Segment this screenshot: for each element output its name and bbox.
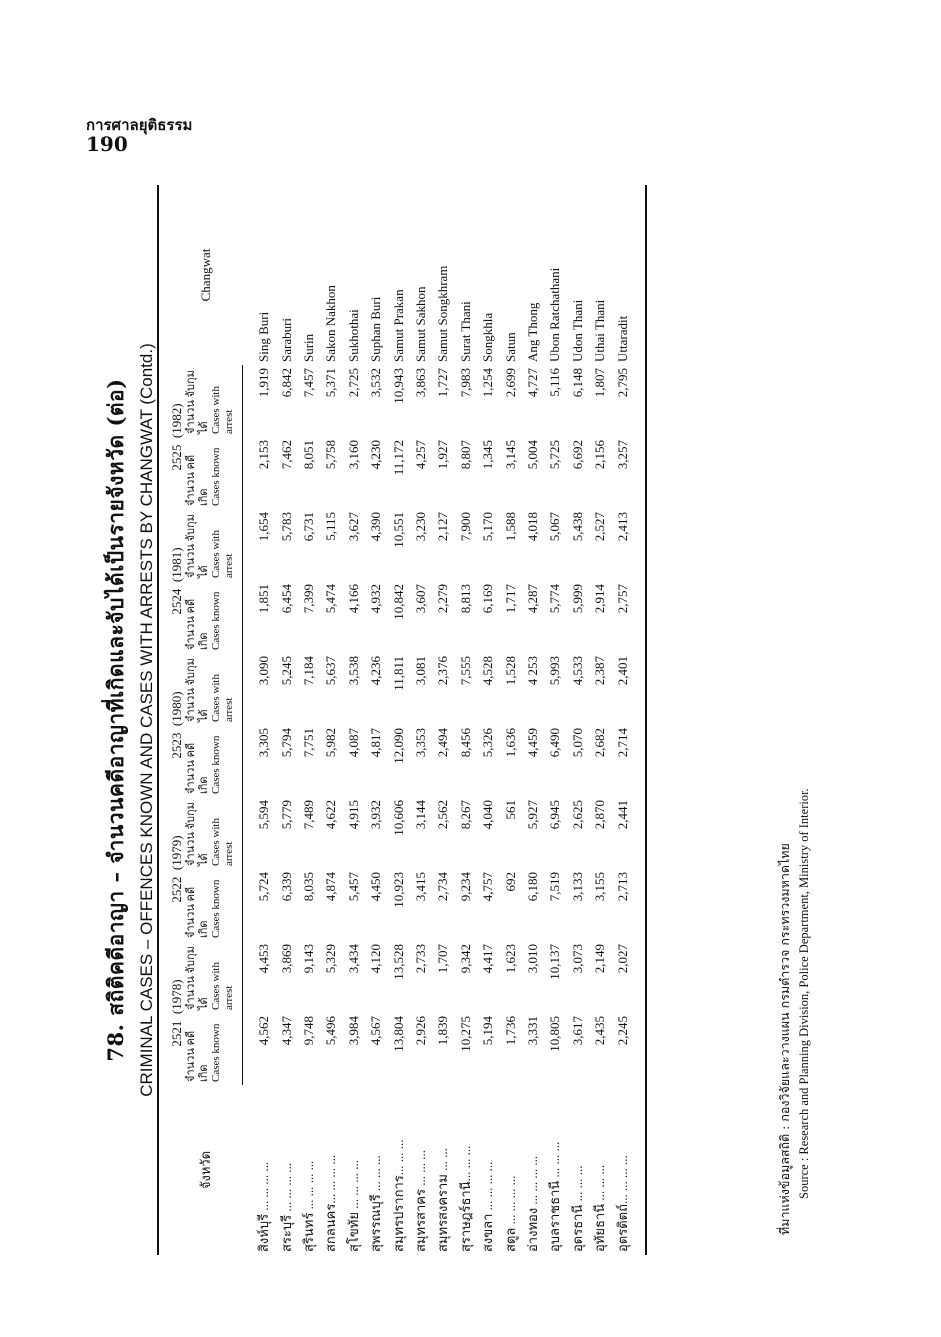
cases-known-cell: 10,275 xyxy=(457,1016,473,1052)
changwat-name-thai: สระบุรี ... ... ... ... xyxy=(278,1162,294,1252)
cases-known-cell: 3,984 xyxy=(345,1016,361,1046)
cases-known-cell: 12,090 xyxy=(390,728,406,764)
cases-arrest-cell: 6,148 xyxy=(569,368,585,398)
cases-known-cell: 3,331 xyxy=(524,1016,540,1046)
cases-arrest-cell: 2,441 xyxy=(611,797,646,869)
cases-known-cell: 6,490 xyxy=(547,728,563,758)
cases-known-cell: 3,305 xyxy=(256,728,272,758)
cases-known-cell: 4,567 xyxy=(368,1016,384,1046)
cases-known-cell: 2,156 xyxy=(592,440,608,470)
cases-arrest-cell: 10,943 xyxy=(390,368,406,404)
table-row xyxy=(342,185,364,1255)
cases-arrest-cell: 5,438 xyxy=(569,512,585,542)
cases-arrest-cell: 3,863 xyxy=(412,368,428,398)
table-row xyxy=(387,185,409,1255)
cases-known-cell: 2,435 xyxy=(592,1016,608,1046)
cases-known-cell: 1,636 xyxy=(502,728,518,758)
cases-known-cell: 1,927 xyxy=(435,440,451,470)
changwat-name-thai: สมุทรปราการ... ... ... xyxy=(390,1139,406,1252)
changwat-name-english: Sakon Nakhon xyxy=(323,285,339,362)
table-title-thai: สถิติคดีอาญา – จำนวนคดีอาญาที่เกิดและจับได้เป็นรายจังหวัด (ต่อ) xyxy=(103,378,128,1016)
cases-arrest-cell: 6,945 xyxy=(547,800,563,830)
changwat-name-thai: สุโขทัย ... ... ... ... xyxy=(345,1160,361,1252)
cases-arrest-header: จำนวน จับกุมได้ Cases with arrest xyxy=(185,941,242,1013)
cases-arrest-cell: 2,625 xyxy=(569,800,585,830)
cases-arrest-cell: 561 xyxy=(502,800,518,820)
cases-known-cell: 4,932 xyxy=(368,584,384,614)
cases-arrest-cell: 2,387 xyxy=(592,656,608,686)
cases-known-cell: 4,757 xyxy=(480,872,496,902)
cases-arrest-cell: 4,236 xyxy=(368,656,384,686)
cases-known-cell: 6,169 xyxy=(480,584,496,614)
cases-arrest-cell: 5,329 xyxy=(323,944,339,974)
rotated-table-page xyxy=(70,185,850,1255)
cases-known-cell: 5,725 xyxy=(547,440,563,470)
cases-known-cell: 2,279 xyxy=(435,584,451,614)
cases-arrest-cell: 2,027 xyxy=(611,941,646,1013)
cases-arrest-cell: 1,588 xyxy=(502,512,518,542)
cases-arrest-cell: 3,538 xyxy=(345,656,361,686)
changwat-name-english: Songkhla xyxy=(480,312,496,362)
changwat-name-english: Uttaradit xyxy=(611,185,646,365)
cases-arrest-cell: 3,073 xyxy=(569,944,585,974)
cases-arrest-cell: 3,869 xyxy=(278,944,294,974)
cases-arrest-cell: 5,371 xyxy=(323,368,339,398)
cases-arrest-cell: 7,489 xyxy=(301,800,317,830)
cases-arrest-cell: 3,627 xyxy=(345,512,361,542)
cases-known-cell: 5,758 xyxy=(323,440,339,470)
cases-arrest-cell: 4,018 xyxy=(524,512,540,542)
changwat-name-thai: สุราษฎร์ธานี... ... ... xyxy=(457,1145,473,1252)
cases-arrest-cell: 5,993 xyxy=(547,656,563,686)
table-row xyxy=(611,185,646,1255)
cases-known-cell: 5,982 xyxy=(323,728,339,758)
table-titles xyxy=(100,185,157,1255)
book-title: การศาลยุติธรรม xyxy=(86,116,193,134)
cases-arrest-cell: 5,245 xyxy=(278,656,294,686)
cases-arrest-cell: 2,376 xyxy=(435,656,451,686)
cases-arrest-cell: 1,623 xyxy=(502,944,518,974)
cases-known-cell: 7,519 xyxy=(547,872,563,902)
cases-known-cell: 5,004 xyxy=(524,440,540,470)
cases-known-cell: 10,805 xyxy=(547,1016,563,1052)
cases-known-cell: 6,454 xyxy=(278,584,294,614)
cases-known-cell: 6,339 xyxy=(278,872,294,902)
title-english: CRIMINAL CASES – OFFENCES KNOWN AND CASES WITH ARRESTS BY CHANGWAT (Contd.) xyxy=(137,343,156,1097)
cases-arrest-cell: 3,230 xyxy=(412,512,428,542)
cases-known-cell: 4,257 xyxy=(412,440,428,470)
changwat-name-thai: สมุทรสงคราม ... ... xyxy=(435,1148,451,1252)
cases-arrest-cell: 2,401 xyxy=(611,653,646,725)
table-row xyxy=(409,185,431,1255)
changwat-name-thai: อุตรดิตถ์... ... ... ... xyxy=(611,1085,646,1255)
table-body xyxy=(242,185,646,1255)
cases-known-cell: 4,459 xyxy=(524,728,540,758)
cases-known-cell: 4,347 xyxy=(278,1016,294,1046)
table-row xyxy=(242,185,275,1255)
source-english: Source : Research and Planning Division, Police Department, Ministry of Interior. xyxy=(796,788,811,1199)
page-number: 190 xyxy=(86,131,128,156)
cases-arrest-cell: 5,115 xyxy=(323,512,339,541)
cases-known-cell: 1,839 xyxy=(435,1016,451,1046)
cases-known-cell: 7,751 xyxy=(301,728,317,758)
changwat-name-english: Sing Buri xyxy=(256,311,271,362)
cases-arrest-cell: 4,727 xyxy=(524,368,540,398)
cases-arrest-cell: 5,927 xyxy=(524,800,540,830)
changwat-name-thai: อุทัยธานี ... ... ... xyxy=(592,1164,608,1252)
cases-known-cell: 3,133 xyxy=(569,872,585,902)
cases-arrest-cell: 2,699 xyxy=(502,368,518,398)
cases-arrest-cell: 1,919 xyxy=(256,368,272,398)
table-row xyxy=(544,185,566,1255)
cases-known-cell: 1,345 xyxy=(480,440,496,470)
cases-arrest-cell: 4,533 xyxy=(569,656,585,686)
cases-known-cell: 4,817 xyxy=(368,728,384,758)
changwat-name-english: Saraburi xyxy=(278,317,294,362)
cases-arrest-cell: 5,594 xyxy=(256,800,272,830)
changwat-name-thai: สมุทรสาคร ... ... ... xyxy=(412,1150,428,1252)
cases-known-cell: 3,415 xyxy=(412,872,428,902)
cases-arrest-cell: 1,528 xyxy=(502,656,518,686)
cases-known-cell: 2,914 xyxy=(592,584,608,614)
cases-known-cell: 4,230 xyxy=(368,440,384,470)
cases-known-cell: 2,494 xyxy=(435,728,451,758)
changwat-name-english: Udon Thani xyxy=(569,299,585,362)
year-header: 2525 (1982) xyxy=(158,365,185,509)
cases-known-cell: 6,692 xyxy=(569,440,585,470)
cases-known-cell: 3,155 xyxy=(592,872,608,902)
cases-arrest-cell: 4 253 xyxy=(524,656,540,686)
source-notes xyxy=(776,788,814,1235)
criminal-cases-table xyxy=(157,185,647,1255)
year-header-row xyxy=(158,185,185,1255)
changwat-name-thai: สุรินทร์ ... ... ... ... xyxy=(301,1160,317,1252)
cases-known-cell: 10,842 xyxy=(390,584,406,620)
cases-arrest-cell: 3,090 xyxy=(256,656,272,686)
changwat-name-thai: อุบลราชธานี ... ... ... xyxy=(547,1141,563,1252)
cases-arrest-cell: 4,453 xyxy=(256,944,272,974)
cases-arrest-cell: 1,707 xyxy=(435,944,451,974)
source-thai: ที่มาแห่งข้อมูลสถิติ : กองวิจัยและวางแผน กรมตำรวจ กระทรวงมหาดไทย xyxy=(777,843,792,1235)
cases-known-cell: 5,194 xyxy=(480,1016,496,1046)
cases-arrest-cell: 8,267 xyxy=(457,800,473,830)
cases-known-cell: 2,245 xyxy=(611,1013,646,1085)
changwat-name-english: Satun xyxy=(502,332,518,362)
cases-arrest-cell: 9,143 xyxy=(301,944,317,974)
cases-known-cell: 9,748 xyxy=(301,1016,317,1046)
cases-arrest-cell: 7,983 xyxy=(457,368,473,398)
cases-arrest-header: จำนวน จับกุมได้ Cases with arrest xyxy=(185,365,242,437)
table-row xyxy=(432,185,454,1255)
changwat-name-thai: สตูล ... ... ... ... xyxy=(502,1175,518,1252)
cases-known-header: จำนวน คดีเกิด Cases known xyxy=(185,1013,242,1085)
cases-known-cell: 10,923 xyxy=(390,872,406,908)
changwat-name-thai: สิงห์บุรี ... ... ... ... xyxy=(256,1161,271,1252)
table-number: 78. xyxy=(103,1023,128,1062)
changwat-name-english: Surat Thani xyxy=(457,301,473,362)
cases-arrest-cell: 3,144 xyxy=(412,800,428,830)
cases-arrest-cell: 13,528 xyxy=(390,944,406,980)
cases-known-cell: 3,607 xyxy=(412,584,428,614)
cases-arrest-cell: 4,915 xyxy=(345,800,361,830)
cases-known-cell: 8,456 xyxy=(457,728,473,758)
cases-known-cell: 5,724 xyxy=(256,872,272,902)
cases-known-cell: 1,851 xyxy=(256,584,272,614)
table-row xyxy=(365,185,387,1255)
changwat-name-english: Uthai Thani xyxy=(592,299,608,362)
cases-arrest-cell: 9,342 xyxy=(457,944,473,974)
cases-known-cell: 3,617 xyxy=(569,1016,585,1046)
cases-arrest-cell: 11,811 xyxy=(390,656,406,691)
cases-known-cell: 2,714 xyxy=(611,725,646,797)
title-thai xyxy=(100,185,133,1255)
cases-known-cell: 5,474 xyxy=(323,584,339,614)
table-row xyxy=(275,185,297,1255)
cases-arrest-header: จำนวน จับกุมได้ Cases with arrest xyxy=(185,509,242,581)
cases-arrest-cell: 2,413 xyxy=(611,509,646,581)
cases-known-cell: 2,757 xyxy=(611,581,646,653)
cases-known-cell: 8,807 xyxy=(457,440,473,470)
cases-arrest-cell: 4,040 xyxy=(480,800,496,830)
changwat-header-thai: จังหวัด xyxy=(158,1085,242,1255)
cases-known-header: จำนวน คดีเกิด Cases known xyxy=(185,437,242,509)
cases-arrest-cell: 2,725 xyxy=(345,368,361,398)
cases-known-cell: 3,353 xyxy=(412,728,428,758)
cases-known-cell: 6,180 xyxy=(524,872,540,902)
table-row xyxy=(521,185,543,1255)
table-row xyxy=(499,185,521,1255)
cases-known-header: จำนวน คดีเกิด Cases known xyxy=(185,725,242,797)
cases-arrest-cell: 5,170 xyxy=(480,512,496,542)
cases-arrest-cell: 1,254 xyxy=(480,368,496,398)
cases-known-cell: 3,145 xyxy=(502,440,518,470)
changwat-header-english: Changwat xyxy=(158,185,242,365)
table-row xyxy=(566,185,588,1255)
changwat-name-english: Sukhothai xyxy=(345,309,361,362)
cases-arrest-cell: 2,870 xyxy=(592,800,608,830)
cases-arrest-cell: 3,010 xyxy=(524,944,540,974)
cases-known-cell: 4,450 xyxy=(368,872,384,902)
cases-known-cell: 2,153 xyxy=(256,440,272,470)
year-header: 2523 (1980) xyxy=(158,653,185,797)
cases-known-cell: 4,166 xyxy=(345,584,361,614)
changwat-name-english: Ubon Ratchathani xyxy=(547,267,563,362)
year-header: 2522 (1979) xyxy=(158,797,185,941)
cases-known-cell: 5,774 xyxy=(547,584,563,614)
cases-arrest-cell: 2,733 xyxy=(412,944,428,974)
cases-known-cell: 2,682 xyxy=(592,728,608,758)
page-header xyxy=(86,118,192,155)
changwat-name-thai: อ่างทอง ... ... ... ... xyxy=(524,1155,540,1252)
table-row xyxy=(588,185,610,1255)
changwat-name-thai: สกลนคร... ... ... ... xyxy=(323,1154,339,1252)
changwat-name-english: Samut Songkhram xyxy=(435,265,451,362)
cases-arrest-cell: 5,779 xyxy=(278,800,294,830)
cases-arrest-cell: 5,067 xyxy=(547,512,563,542)
cases-arrest-cell: 4,417 xyxy=(480,944,496,974)
cases-arrest-cell: 5,783 xyxy=(278,512,294,542)
cases-arrest-cell: 1,654 xyxy=(256,512,272,542)
cases-arrest-cell: 10,606 xyxy=(390,800,406,836)
cases-arrest-cell: 3,532 xyxy=(368,368,384,398)
cases-known-cell: 5,457 xyxy=(345,872,361,902)
cases-arrest-cell: 3,434 xyxy=(345,944,361,974)
cases-arrest-cell: 7,900 xyxy=(457,512,473,542)
cases-arrest-header: จำนวน จับกุมได้ Cases with arrest xyxy=(185,653,242,725)
cases-known-cell: 7,399 xyxy=(301,584,317,614)
cases-known-cell: 13,804 xyxy=(390,1016,406,1052)
cases-known-cell: 8,051 xyxy=(301,440,317,470)
cases-arrest-cell: 3,081 xyxy=(412,656,428,686)
cases-known-header: จำนวน คดีเกิด Cases known xyxy=(185,869,242,941)
cases-known-cell: 3,257 xyxy=(611,437,646,509)
changwat-name-english: Suphan Buri xyxy=(368,296,384,362)
cases-known-cell: 692 xyxy=(502,872,518,892)
cases-known-cell: 3,160 xyxy=(345,440,361,470)
cases-known-cell: 5,794 xyxy=(278,728,294,758)
cases-known-cell: 8,813 xyxy=(457,584,473,614)
cases-arrest-cell: 10,551 xyxy=(390,512,406,548)
cases-known-cell: 9,234 xyxy=(457,872,473,902)
changwat-name-english: Samut Sakhon xyxy=(412,286,428,362)
changwat-name-thai: สุพรรณบุรี ... ... ... xyxy=(368,1155,384,1252)
cases-known-cell: 1,736 xyxy=(502,1016,518,1046)
table-row xyxy=(454,185,476,1255)
year-header: 2521 (1978) xyxy=(158,941,185,1085)
cases-arrest-header: จำนวน จับกุมได้ Cases with arrest xyxy=(185,797,242,869)
changwat-name-english: Ang Thong xyxy=(524,302,540,362)
cases-known-cell: 1,717 xyxy=(502,584,518,614)
table-row xyxy=(476,185,498,1255)
cases-known-cell: 5,070 xyxy=(569,728,585,758)
cases-arrest-cell: 5,116 xyxy=(547,368,563,397)
cases-arrest-cell: 7,184 xyxy=(301,656,317,686)
cases-arrest-cell: 1,727 xyxy=(435,368,451,398)
cases-arrest-cell: 4,622 xyxy=(323,800,339,830)
table-row xyxy=(320,185,342,1255)
changwat-name-thai: อุดรธานี ... ... ... xyxy=(569,1165,585,1252)
cases-known-cell: 7,462 xyxy=(278,440,294,470)
cases-known-cell: 2,734 xyxy=(435,872,451,902)
changwat-name-english: Surin xyxy=(301,333,317,362)
cases-known-cell: 5,496 xyxy=(323,1016,339,1046)
cases-known-cell: 2,926 xyxy=(412,1016,428,1046)
cases-arrest-cell: 2,562 xyxy=(435,800,451,830)
changwat-name-thai: สงขลา ... ... ... ... xyxy=(480,1161,496,1252)
cases-arrest-cell: 2,527 xyxy=(592,512,608,542)
cases-known-cell: 8,035 xyxy=(301,872,317,902)
cases-arrest-cell: 6,731 xyxy=(301,512,317,542)
cases-known-cell: 4,087 xyxy=(345,728,361,758)
cases-arrest-cell: 10,137 xyxy=(547,944,563,980)
changwat-name-english: Samut Prakan xyxy=(390,289,406,362)
cases-known-cell: 5,999 xyxy=(569,584,585,614)
cases-known-cell: 5,326 xyxy=(480,728,496,758)
cases-arrest-cell: 4,528 xyxy=(480,656,496,686)
cases-known-cell: 11,172 xyxy=(390,440,406,476)
cases-arrest-cell: 6,842 xyxy=(278,368,294,398)
cases-known-cell: 2,713 xyxy=(611,869,646,941)
table-row xyxy=(297,185,319,1255)
cases-known-cell: 4,874 xyxy=(323,872,339,902)
cases-known-header: จำนวน คดีเกิด Cases known xyxy=(185,581,242,653)
cases-arrest-cell: 2,149 xyxy=(592,944,608,974)
cases-arrest-cell: 7,555 xyxy=(457,656,473,686)
cases-arrest-cell: 2,127 xyxy=(435,512,451,542)
cases-arrest-cell: 7,457 xyxy=(301,368,317,398)
cases-arrest-cell: 2,795 xyxy=(611,365,646,437)
cases-arrest-cell: 5,637 xyxy=(323,656,339,686)
cases-arrest-cell: 1,807 xyxy=(592,368,608,398)
cases-arrest-cell: 3,932 xyxy=(368,800,384,830)
cases-arrest-cell: 4,120 xyxy=(368,944,384,974)
cases-arrest-cell: 4,390 xyxy=(368,512,384,542)
cases-known-cell: 4,287 xyxy=(524,584,540,614)
year-header: 2524 (1981) xyxy=(158,509,185,653)
cases-known-cell: 4,562 xyxy=(256,1016,272,1046)
